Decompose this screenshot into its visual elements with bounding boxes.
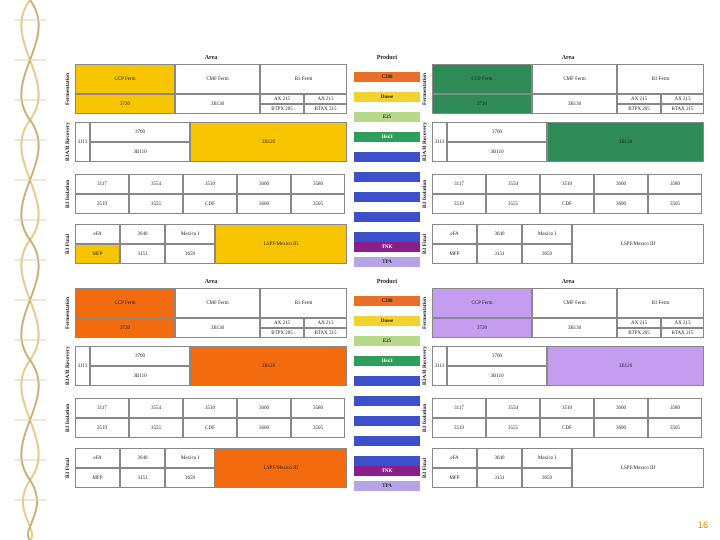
cell-3151: 3151 [477, 244, 522, 264]
isolation-cell: 3519 [432, 418, 486, 438]
product-bar [354, 376, 420, 386]
cell-mfp: MFP [75, 468, 120, 488]
cmf-ferm-cell: CMF Ferm [175, 288, 260, 318]
isolation-cell: CDF [183, 418, 237, 438]
product-bar [354, 172, 420, 182]
cell-mexico: Mexico I [165, 448, 215, 468]
cell-mfp: MFP [432, 468, 477, 488]
cell-3113: 3113 [75, 346, 90, 386]
product-header: Product [376, 279, 398, 285]
isolation-label: B3 Isolation [422, 403, 428, 433]
cell-3720: 3720 [75, 94, 175, 114]
isolation-cell: 3554 [486, 174, 540, 194]
recovery-label: B3A/B Recovery [65, 346, 71, 386]
b3-ferm-cell: B3 Ferm [260, 64, 347, 94]
cell-lspf: LSPF/Mexico III [572, 448, 704, 488]
cell-btpx205: BTPX 205 [260, 104, 304, 114]
recovery-label: B3A/B Recovery [65, 122, 71, 162]
area-panel [419, 276, 704, 501]
isolation-cell: 3117 [432, 398, 486, 418]
product-bar: Hex3 [354, 356, 420, 366]
isolation-cell: 3555 [486, 194, 540, 214]
product-bar: TNK [354, 466, 420, 476]
cell-mexico: Mexico I [522, 448, 572, 468]
cell-mfp: MFP [75, 244, 120, 264]
cell-3b126: 3B126 [547, 346, 704, 386]
cell-ax213: AX 213 [304, 94, 347, 104]
final-label: B3 Final [422, 457, 428, 479]
isolation-cell: 3505 [648, 418, 702, 438]
product-bar [354, 232, 420, 242]
product-bar: TNK [354, 242, 420, 252]
cell-ax215: AX 215 [260, 94, 304, 104]
cell-3700: 3700 [90, 346, 190, 366]
isolation-cell: 3555 [486, 418, 540, 438]
cell-3720: 3720 [432, 318, 532, 338]
product-header: Product [376, 55, 398, 61]
fermentation-label: Fermentation [65, 72, 71, 106]
isolation-cell: 3505 [648, 194, 702, 214]
isolation-cell: 3555 [129, 418, 183, 438]
isolation-cell: 3117 [432, 174, 486, 194]
cell-btax215: BTAX 215 [304, 328, 347, 338]
ccp-ferm-cell: CCP Ferm [75, 288, 175, 318]
cell-3720: 3720 [432, 94, 532, 114]
isolation-cell: CDF [540, 418, 594, 438]
isolation-cell: 3117 [75, 174, 129, 194]
cell-efa: eFA [75, 224, 120, 244]
cell-lspf: LSPF/Mexico III [215, 224, 347, 264]
recovery-label: B3A/B Recovery [422, 346, 428, 386]
area-panel [419, 52, 704, 277]
cell-3151: 3151 [120, 244, 165, 264]
fermentation-label: Fermentation [422, 72, 428, 106]
cell-3659: 3659 [165, 468, 215, 488]
product-bar: TPA [354, 257, 420, 267]
ccp-ferm-cell: CCP Ferm [432, 64, 532, 94]
isolation-cell: 3600 [594, 418, 648, 438]
isolation-cell: 3510 [540, 398, 594, 418]
cell-3b110: 3B110 [90, 142, 190, 162]
cell-3640: 3640 [477, 448, 522, 468]
cell-3b110: 3B110 [447, 142, 547, 162]
cell-3b110: 3B110 [90, 366, 190, 386]
cell-3700: 3700 [447, 122, 547, 142]
isolation-cell: 3600 [237, 398, 291, 418]
isolation-cell: 3555 [129, 194, 183, 214]
product-bar [354, 456, 420, 466]
cell-3659: 3659 [165, 244, 215, 264]
isolation-cell: 3600 [594, 194, 648, 214]
cell-3b126: 3B126 [547, 122, 704, 162]
cell-3700: 3700 [447, 346, 547, 366]
cmf-ferm-cell: CMF Ferm [175, 64, 260, 94]
isolation-cell: 3580 [648, 174, 702, 194]
b3-ferm-cell: B3 Ferm [260, 288, 347, 318]
isolation-cell: 3519 [75, 194, 129, 214]
product-bar: C288 [354, 296, 420, 306]
product-bar [354, 416, 420, 426]
fermentation-label: Fermentation [65, 296, 71, 330]
cell-ax213: AX 213 [661, 318, 704, 328]
cmf-ferm-cell: CMF Ferm [532, 288, 617, 318]
isolation-cell: 3600 [237, 194, 291, 214]
isolation-cell: 3600 [594, 398, 648, 418]
cell-btpx205: BTPX 205 [617, 328, 661, 338]
area-header: Area [432, 52, 704, 65]
cell-3659: 3659 [522, 244, 572, 264]
product-bar [354, 396, 420, 406]
cell-3640: 3640 [120, 448, 165, 468]
final-label: B3 Final [422, 233, 428, 255]
cell-3b130: 3B130 [532, 318, 617, 338]
cell-ax215: AX 215 [617, 94, 661, 104]
cell-efa: eFA [432, 448, 477, 468]
area-panel [62, 276, 347, 501]
isolation-label: B3 Isolation [422, 179, 428, 209]
area-panel [62, 52, 347, 277]
cell-lspf: LSPF/Mexico III [572, 224, 704, 264]
isolation-cell: CDF [540, 194, 594, 214]
product-bar [354, 436, 420, 446]
cell-efa: eFA [432, 224, 477, 244]
product-bar: E25 [354, 112, 420, 122]
isolation-cell: 3600 [594, 174, 648, 194]
isolation-cell: 3510 [540, 174, 594, 194]
b3-ferm-cell: B3 Ferm [617, 288, 704, 318]
cell-3151: 3151 [120, 468, 165, 488]
isolation-cell: 3505 [291, 194, 345, 214]
b3-ferm-cell: B3 Ferm [617, 64, 704, 94]
cell-3640: 3640 [120, 224, 165, 244]
dna-helix-decoration [0, 0, 60, 540]
cell-3b130: 3B130 [175, 318, 260, 338]
cell-btpx205: BTPX 205 [617, 104, 661, 114]
fermentation-label: Fermentation [422, 296, 428, 330]
isolation-cell: 3554 [129, 398, 183, 418]
product-bar: Hex3 [354, 132, 420, 142]
cell-btax215: BTAX 215 [304, 104, 347, 114]
isolation-cell: 3554 [129, 174, 183, 194]
product-bar: Dusse [354, 92, 420, 102]
ccp-ferm-cell: CCP Ferm [432, 288, 532, 318]
cell-ax213: AX 213 [661, 94, 704, 104]
product-bar [354, 152, 420, 162]
isolation-label: B3 Isolation [65, 403, 71, 433]
isolation-cell: 3519 [75, 418, 129, 438]
cell-ax215: AX 215 [260, 318, 304, 328]
cell-3b126: 3B126 [190, 346, 347, 386]
cell-btpx205: BTPX 205 [260, 328, 304, 338]
cell-3720: 3720 [75, 318, 175, 338]
isolation-cell: 3580 [291, 174, 345, 194]
cell-3113: 3113 [432, 346, 447, 386]
area-header: Area [432, 276, 704, 289]
product-bar [354, 192, 420, 202]
cell-3151: 3151 [477, 468, 522, 488]
cell-mexico: Mexico I [522, 224, 572, 244]
ccp-ferm-cell: CCP Ferm [75, 64, 175, 94]
product-column-top [354, 52, 420, 265]
isolation-cell: 3519 [432, 194, 486, 214]
product-bar: Dusse [354, 316, 420, 326]
cell-3b130: 3B130 [175, 94, 260, 114]
cell-3113: 3113 [75, 122, 90, 162]
cell-btax215: BTAX 215 [661, 104, 704, 114]
cell-3700: 3700 [90, 122, 190, 142]
cell-3113: 3113 [432, 122, 447, 162]
isolation-cell: 3510 [183, 174, 237, 194]
isolation-cell: 3600 [237, 174, 291, 194]
cell-mexico: Mexico I [165, 224, 215, 244]
cell-mfp: MFP [432, 244, 477, 264]
isolation-cell: 3580 [648, 398, 702, 418]
recovery-label: B3A/B Recovery [422, 122, 428, 162]
cell-3b110: 3B110 [447, 366, 547, 386]
cell-3b130: 3B130 [532, 94, 617, 114]
final-label: B3 Final [65, 457, 71, 479]
cmf-ferm-cell: CMF Ferm [532, 64, 617, 94]
final-label: B3 Final [65, 233, 71, 255]
cell-btax215: BTAX 215 [661, 328, 704, 338]
cell-3640: 3640 [477, 224, 522, 244]
page-number: 16 [698, 520, 709, 530]
cell-ax213: AX 213 [304, 318, 347, 328]
product-bar: TPA [354, 481, 420, 491]
isolation-cell: 3600 [237, 418, 291, 438]
cell-3b126: 3B126 [190, 122, 347, 162]
area-header: Area [75, 52, 347, 65]
isolation-cell: 3580 [291, 398, 345, 418]
isolation-label: B3 Isolation [65, 179, 71, 209]
isolation-cell: 3554 [486, 398, 540, 418]
cell-ax215: AX 215 [617, 318, 661, 328]
isolation-cell: 3117 [75, 398, 129, 418]
product-bar: C288 [354, 72, 420, 82]
cell-efa: eFA [75, 448, 120, 468]
isolation-cell: 3510 [183, 398, 237, 418]
isolation-cell: 3505 [291, 418, 345, 438]
area-header: Area [75, 276, 347, 289]
product-column-bottom [354, 276, 420, 489]
isolation-cell: CDF [183, 194, 237, 214]
product-bar [354, 212, 420, 222]
cell-3659: 3659 [522, 468, 572, 488]
product-bar: E25 [354, 336, 420, 346]
cell-lspf: LSPF/Mexico III [215, 448, 347, 488]
